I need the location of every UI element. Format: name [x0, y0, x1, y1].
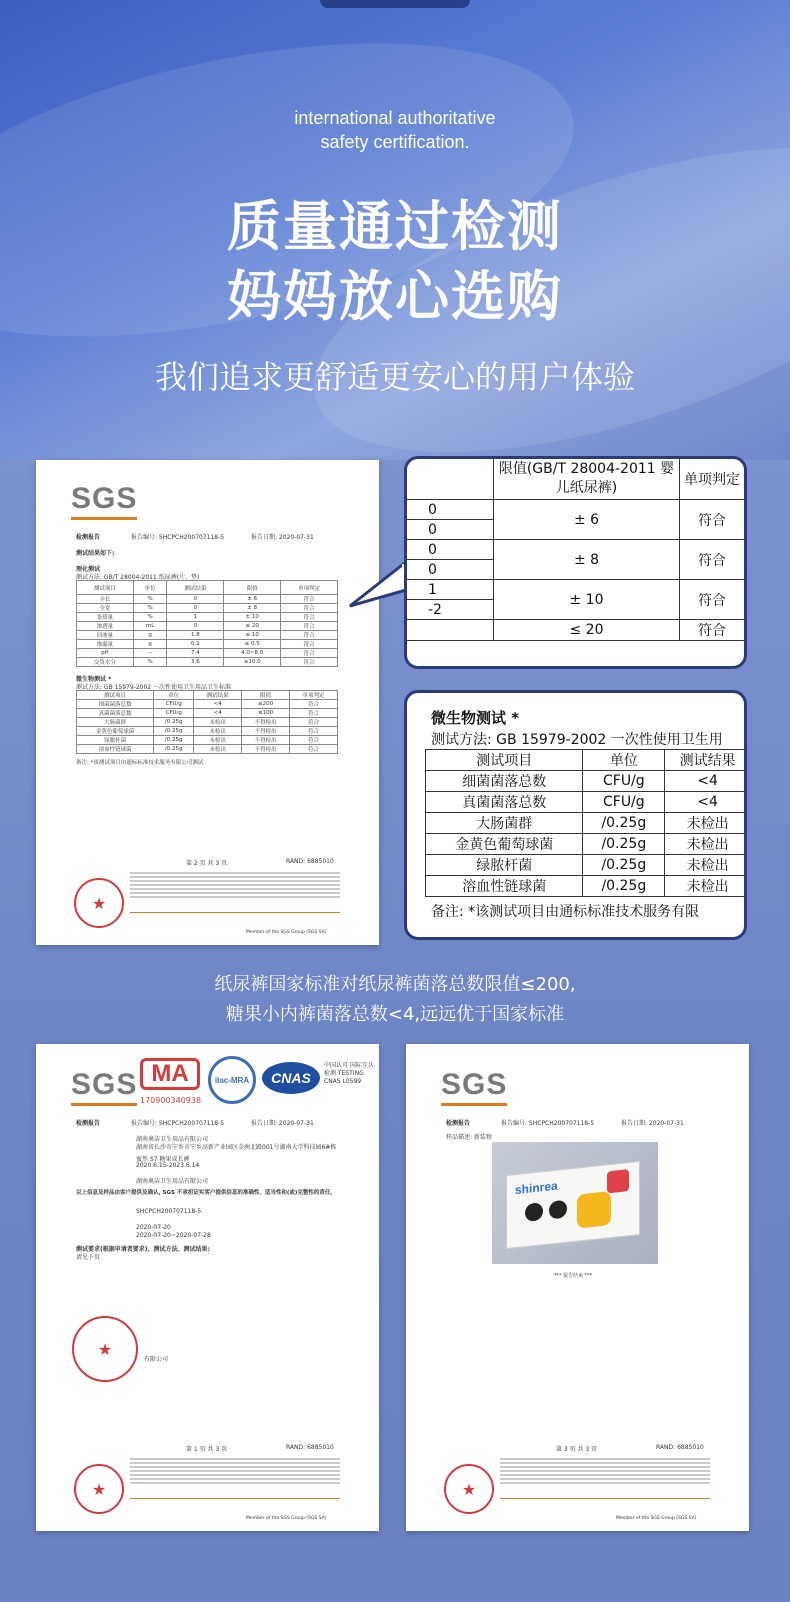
section1-method: 测试方法: GB/T 28004-2011 纸尿裤(片、垫)	[76, 574, 200, 581]
title-line-2: 妈妈放心选购	[227, 265, 563, 328]
sgs-member-text: Member of the SGS Group (SGS SA)	[616, 1516, 697, 1521]
cell-value: 1	[406, 580, 494, 600]
rand-number: RAND: 6885010	[286, 1444, 334, 1451]
micro-cell: 真菌菌落总数	[426, 792, 583, 813]
ilac-mra-logo: ilac-MRA	[208, 1056, 256, 1104]
company-suffix: 有限公司	[144, 1356, 169, 1363]
report-date: 报告日期: 2020-07-31	[251, 1120, 314, 1127]
red-seal-stamp: ★	[74, 878, 124, 928]
cell-judge: 符合	[680, 620, 745, 641]
callout-pointer	[348, 560, 408, 610]
report-date: 报告日期: 2020-07-31	[251, 534, 314, 541]
cell-value: 0	[406, 500, 494, 520]
cell-limit: ± 8	[493, 540, 679, 580]
cell-limit: ± 6	[493, 500, 679, 540]
cell-judge: 符合	[680, 500, 745, 540]
page-number: 第 1 页 共 3 页	[186, 1446, 228, 1453]
product-red-label	[607, 1169, 629, 1193]
sample-photo-label: 样品描述: 新装物	[446, 1134, 492, 1141]
micro-cell: 细菌菌落总数	[426, 771, 583, 792]
report-page-1	[36, 1044, 379, 1531]
micro-cell: /0.25g	[583, 876, 665, 897]
section2-title: 微生物测试 *	[76, 676, 112, 683]
physchem-mini-table: 测试项目 单位 测试结果 限值 单项判定 全长 % 0 ± 6 符合 全宽 % 0 ± 8 符合 条质量 % 1 ± 10 符合 渗透量 mL 0 ≤ 20 符合 回渗量 g 1.8 ≤ 10 符合 渗漏量 g 0.1 ≤ 0.5 符合 pH -- 7.4 4.0~8.0 符合 交货水分 % 3.6 ≤10.0 符合	[76, 580, 338, 667]
micro-cell: 溶血性链球菌	[426, 876, 583, 897]
product-face-eye	[549, 1200, 567, 1220]
sgs-member-text: Member of the SGS Group (SGS SA)	[246, 930, 327, 935]
col-judge-header: 单项判定	[680, 458, 745, 500]
product-box	[506, 1161, 640, 1249]
micro-zoom-table	[425, 749, 747, 897]
footer-rule	[130, 1498, 340, 1499]
red-seal-stamp: ★	[444, 1464, 494, 1514]
batch-date: 2020.6.15-2023.6.14	[136, 1162, 200, 1169]
report-number: 报告编号: SHCPCH200707118-5	[501, 1120, 595, 1127]
sgs-logo: SGS	[71, 482, 138, 515]
sgs-logo: SGS	[441, 1068, 508, 1101]
product-brand: shinrea	[515, 1178, 558, 1198]
footer-rule	[500, 1498, 710, 1499]
cell-value: 0	[406, 540, 494, 560]
conclusion-line-1: 纸尿裤国家标准对纸尿裤菌落总数限值≤200,	[214, 974, 576, 995]
producer: 湖南奥洁卫生用品有限公司	[136, 1178, 209, 1185]
cell-value: -2	[406, 600, 494, 620]
test-period: 2020-07-20~2020-07-28	[136, 1232, 211, 1239]
col-limit-header: 限值(GB/T 28004-2011 婴儿纸尿裤)	[493, 458, 679, 500]
page-number: 第 3 页 共 3 页	[556, 1446, 598, 1453]
result-heading: 测试结果如下:	[76, 550, 115, 557]
micro-cell: 未检出	[665, 876, 747, 897]
sgs-number: SHCPCH200707118-5	[136, 1208, 202, 1215]
micro-cell: 金黄色葡萄球菌	[426, 834, 583, 855]
micro-cell: /0.25g	[583, 855, 665, 876]
sample-photo	[492, 1142, 658, 1264]
report-date: 报告日期: 2020-07-31	[621, 1120, 684, 1127]
cell-limit: ≤ 20	[493, 620, 679, 641]
report-label: 检测报告	[446, 1120, 471, 1127]
section2-method: 测试方法: GB 15979-2002 一次性使用卫生用品卫生标准	[76, 684, 232, 691]
report-number: 报告编号: SHCPCH200707118-5	[131, 1120, 225, 1127]
page-number: 第 2 页 共 3 页	[186, 860, 228, 867]
micro-cell: 大肠菌群	[426, 813, 583, 834]
micro-cell: 未检出	[665, 813, 747, 834]
report-label: 检测报告	[76, 534, 101, 541]
legal-fine-print	[500, 1458, 710, 1486]
sample-name: 蜜然 S7 糖果成长裤	[136, 1156, 190, 1163]
physchem-zoom-table	[405, 457, 745, 641]
cell-value: 0	[406, 520, 494, 540]
product-face-eye	[525, 1202, 543, 1222]
micro-cell: <4	[665, 771, 747, 792]
title-line-1: 质量通过检测	[227, 195, 563, 258]
test-request: 测试要求(根据申请者要求)、测试方法、测试结果:	[76, 1246, 210, 1253]
micro-cell: CFU/g	[583, 792, 665, 813]
footer-rule	[130, 912, 340, 913]
see-next-page: 请见下页	[76, 1254, 101, 1261]
report-end: *** 报告结束 ***	[554, 1273, 593, 1279]
micro-mini-table: 测试项目 单位 测试结果 限值 单项判定 细菌菌落总数 CFU/g <4 ≤200 符合 真菌菌落总数 CFU/g <4 ≤100 符合 大肠菌群 /0.25g 未检出 不得检出 符合 金黄色葡萄球菌 /0.25g 未检出 不得检出 符合 绿脓杆菌 /0.25g 未检出 不得检出 符合 溶血性链球菌 /0.25g 未检出 不得检出 符合	[76, 690, 338, 754]
sgs-member-text: Member of the SGS Group (SGS SA)	[246, 1516, 327, 1521]
client-address: 湖南省长沙市宁乡市宁乡高新产业园区金洲北路001号湖南大学科技园6#栋	[136, 1144, 337, 1151]
micro-cell: 绿脓杆菌	[426, 855, 583, 876]
rand-number: RAND: 6885010	[286, 858, 334, 865]
callout-micro	[404, 690, 747, 940]
micro-header: 单位	[583, 750, 665, 771]
micro-cell: CFU/g	[583, 771, 665, 792]
legal-fine-print	[130, 872, 340, 900]
micro-cell: <4	[665, 792, 747, 813]
micro-cell: 未检出	[665, 834, 747, 855]
cma-number: 170900340938	[140, 1096, 202, 1105]
en-tagline-1: international authoritative	[294, 108, 496, 128]
report-number: 报告编号: SHCPCH200707118-5	[131, 534, 225, 541]
cma-logo: MA	[140, 1058, 200, 1090]
micro-note: 备注: *该测试项目由通标标准技术服务有限	[431, 904, 700, 920]
cell-judge: 符合	[680, 540, 745, 580]
micro-header: 测试项目	[426, 750, 583, 771]
rand-number: RAND: 6885010	[656, 1444, 704, 1451]
en-tagline-2: safety certification.	[320, 132, 470, 152]
subtitle: 我们追求更舒适更安心的用户体验	[154, 358, 635, 396]
sgs-logo: SGS	[71, 1068, 138, 1101]
micro-method: 测试方法: GB 15979-2002 一次性使用卫生用	[431, 732, 723, 748]
disclaimer: 以上信息及样品由客户提供及确认, SGS 不承担证实客户提供信息的准确性、适当性和(或)完整性的责任。	[76, 1190, 336, 1196]
micro-cell: 未检出	[665, 855, 747, 876]
report-note: 备注: *该测试项目由通标标准技术服务有限公司测试	[76, 760, 204, 766]
callout-physchem	[404, 456, 747, 669]
top-decor	[320, 0, 470, 8]
cnas-logo: CNAS	[262, 1062, 320, 1094]
legal-fine-print	[130, 1458, 340, 1486]
client-name: 湖南奥洁卫生用品有限公司	[136, 1136, 209, 1143]
red-seal-stamp: ★	[72, 1316, 138, 1382]
report-page-3	[406, 1044, 749, 1531]
cell-value: 0	[406, 560, 494, 580]
received-date: 2020-07-20	[136, 1224, 171, 1231]
conclusion-line-2: 糖果小内裤菌落总数<4,远远优于国家标准	[225, 1004, 565, 1025]
micro-cell: /0.25g	[583, 813, 665, 834]
report-page-2	[36, 460, 379, 945]
report-label: 检测报告	[76, 1120, 101, 1127]
cell-limit: ± 10	[493, 580, 679, 620]
red-seal-stamp: ★	[74, 1464, 124, 1514]
cnas-text: 中国认可 国际互认 检测 TESTING CNAS L0599	[324, 1062, 374, 1085]
cell-judge: 符合	[680, 580, 745, 620]
section1-title: 理化测试	[76, 566, 101, 573]
micro-title: 微生物测试 *	[431, 709, 520, 727]
product-yellow-patch	[577, 1191, 611, 1229]
micro-header: 测试结果	[665, 750, 747, 771]
micro-cell: /0.25g	[583, 834, 665, 855]
